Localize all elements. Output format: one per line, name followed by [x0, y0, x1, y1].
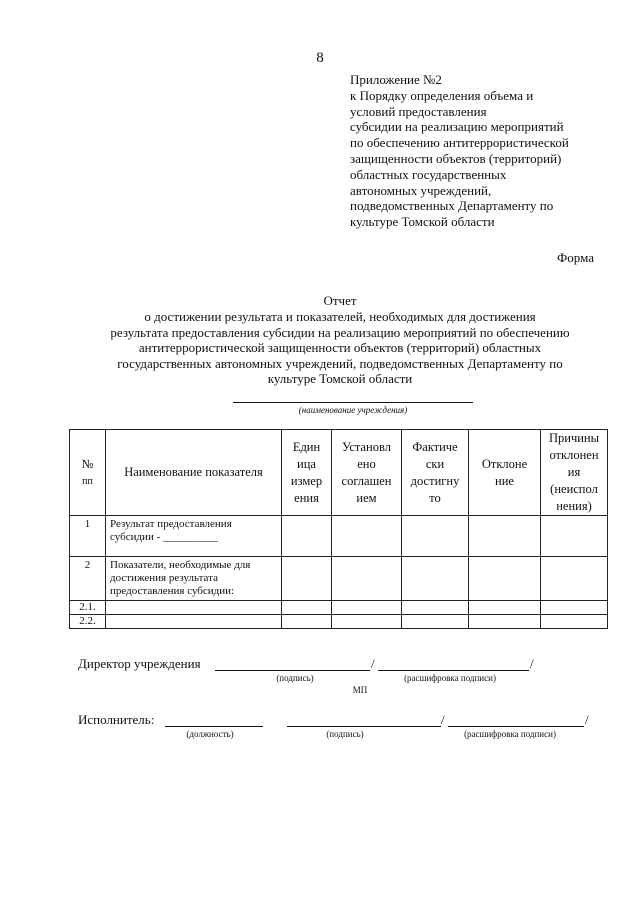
row-num: 2.1.: [70, 601, 106, 615]
header-agreed: Установл ено соглашен ием: [332, 430, 402, 516]
cell-agreed[interactable]: [332, 557, 402, 601]
director-signature-field[interactable]: [215, 670, 370, 671]
appendix-line: автономных учреждений,: [350, 182, 492, 198]
row-name: [106, 615, 282, 629]
executor-label: Исполнитель:: [78, 712, 155, 727]
cell-reasons[interactable]: [541, 601, 608, 615]
position-caption: (должность): [186, 729, 234, 739]
decode-caption: (расшифровка подписи): [464, 729, 556, 739]
appendix-line: подведомственных Департаменту по: [350, 198, 554, 214]
row-num: 2: [70, 557, 106, 601]
table-row: [70, 601, 608, 615]
cell-reasons[interactable]: [541, 516, 608, 557]
header-unit: Един ица измер ения: [282, 430, 332, 516]
appendix-line: областных государственных: [350, 166, 507, 182]
cell-actual[interactable]: [402, 601, 469, 615]
report-subtitle-line: результата предоставления субсидии на реализацию мероприятий по обеспечению: [110, 324, 570, 340]
cell-reasons[interactable]: [541, 615, 608, 629]
director-label: Директор учреждения: [78, 656, 201, 671]
row-num: 1: [70, 516, 106, 557]
cell-unit[interactable]: [282, 615, 332, 629]
cell-agreed[interactable]: [332, 601, 402, 615]
report-title: Отчет: [323, 293, 357, 308]
cell-agreed[interactable]: [332, 615, 402, 629]
cell-actual[interactable]: [402, 557, 469, 601]
table-header-row: [70, 430, 608, 516]
decode-caption: (расшифровка подписи): [404, 673, 496, 683]
cell-deviation[interactable]: [469, 516, 541, 557]
sign-caption: (подпись): [326, 729, 364, 739]
cell-actual[interactable]: [402, 516, 469, 557]
row-name: [106, 601, 282, 615]
report-table: [69, 429, 608, 629]
row-name: Результат предоставления субсидии - __________: [106, 516, 282, 557]
appendix-line: культуре Томской области: [350, 214, 495, 230]
form-label: Форма: [557, 250, 594, 265]
report-subtitle-line: антитеррористической защищенности объектов (территорий) областных: [138, 340, 542, 356]
director-decode-field[interactable]: [378, 670, 529, 671]
cell-deviation[interactable]: [469, 615, 541, 629]
cell-actual[interactable]: [402, 615, 469, 629]
appendix-line: по обеспечению антитеррористической: [350, 135, 569, 151]
cell-unit[interactable]: [282, 516, 332, 557]
cell-reasons[interactable]: [541, 557, 608, 601]
appendix-block: [350, 72, 620, 230]
appendix-line: субсидии на реализацию мероприятий: [350, 119, 564, 135]
page-number: 8: [316, 50, 324, 66]
header-reasons: Причины отклонен ия (неиспол нения): [541, 430, 608, 516]
header-name: Наименование показателя: [106, 430, 282, 516]
slash: /: [441, 712, 445, 727]
appendix-line: Приложение №2: [350, 72, 442, 87]
stamp-place: МП: [352, 685, 368, 695]
cell-agreed[interactable]: [332, 516, 402, 557]
cell-unit[interactable]: [282, 557, 332, 601]
header-num: № пп: [70, 430, 106, 516]
header-deviation: Отклоне ние: [469, 430, 541, 516]
executor-position-field[interactable]: [165, 726, 263, 727]
sign-caption: (подпись): [276, 673, 314, 683]
cell-deviation[interactable]: [469, 557, 541, 601]
report-subtitle-line: культуре Томской области: [267, 371, 413, 387]
row-num: 2.2.: [70, 615, 106, 629]
executor-decode-field[interactable]: [448, 726, 584, 727]
institution-name-field[interactable]: [233, 402, 473, 403]
institution-caption: (наименование учреждения): [298, 405, 408, 415]
slash: /: [585, 712, 589, 727]
cell-deviation[interactable]: [469, 601, 541, 615]
table-row: [70, 516, 608, 557]
report-subtitle-line: о достижении результата и показателей, необходимых для достижения: [144, 309, 536, 324]
report-subtitle-line: государственных автономных учреждений, подведомственных Департаменту по: [117, 355, 563, 371]
executor-signature-field[interactable]: [287, 726, 441, 727]
table-row: [70, 557, 608, 601]
appendix-line: условий предоставления: [350, 103, 487, 119]
appendix-line: к Порядку определения объема и: [350, 87, 534, 103]
appendix-line: защищенности объектов (территорий): [350, 150, 562, 166]
slash: /: [530, 656, 534, 671]
cell-unit[interactable]: [282, 601, 332, 615]
header-actual: Фактиче ски достигну то: [402, 430, 469, 516]
report-subtitle: [60, 309, 620, 387]
slash: /: [371, 656, 375, 671]
table-row: [70, 615, 608, 629]
row-name: Показатели, необходимые для достижения результата предоставления субсидии:: [106, 557, 282, 601]
